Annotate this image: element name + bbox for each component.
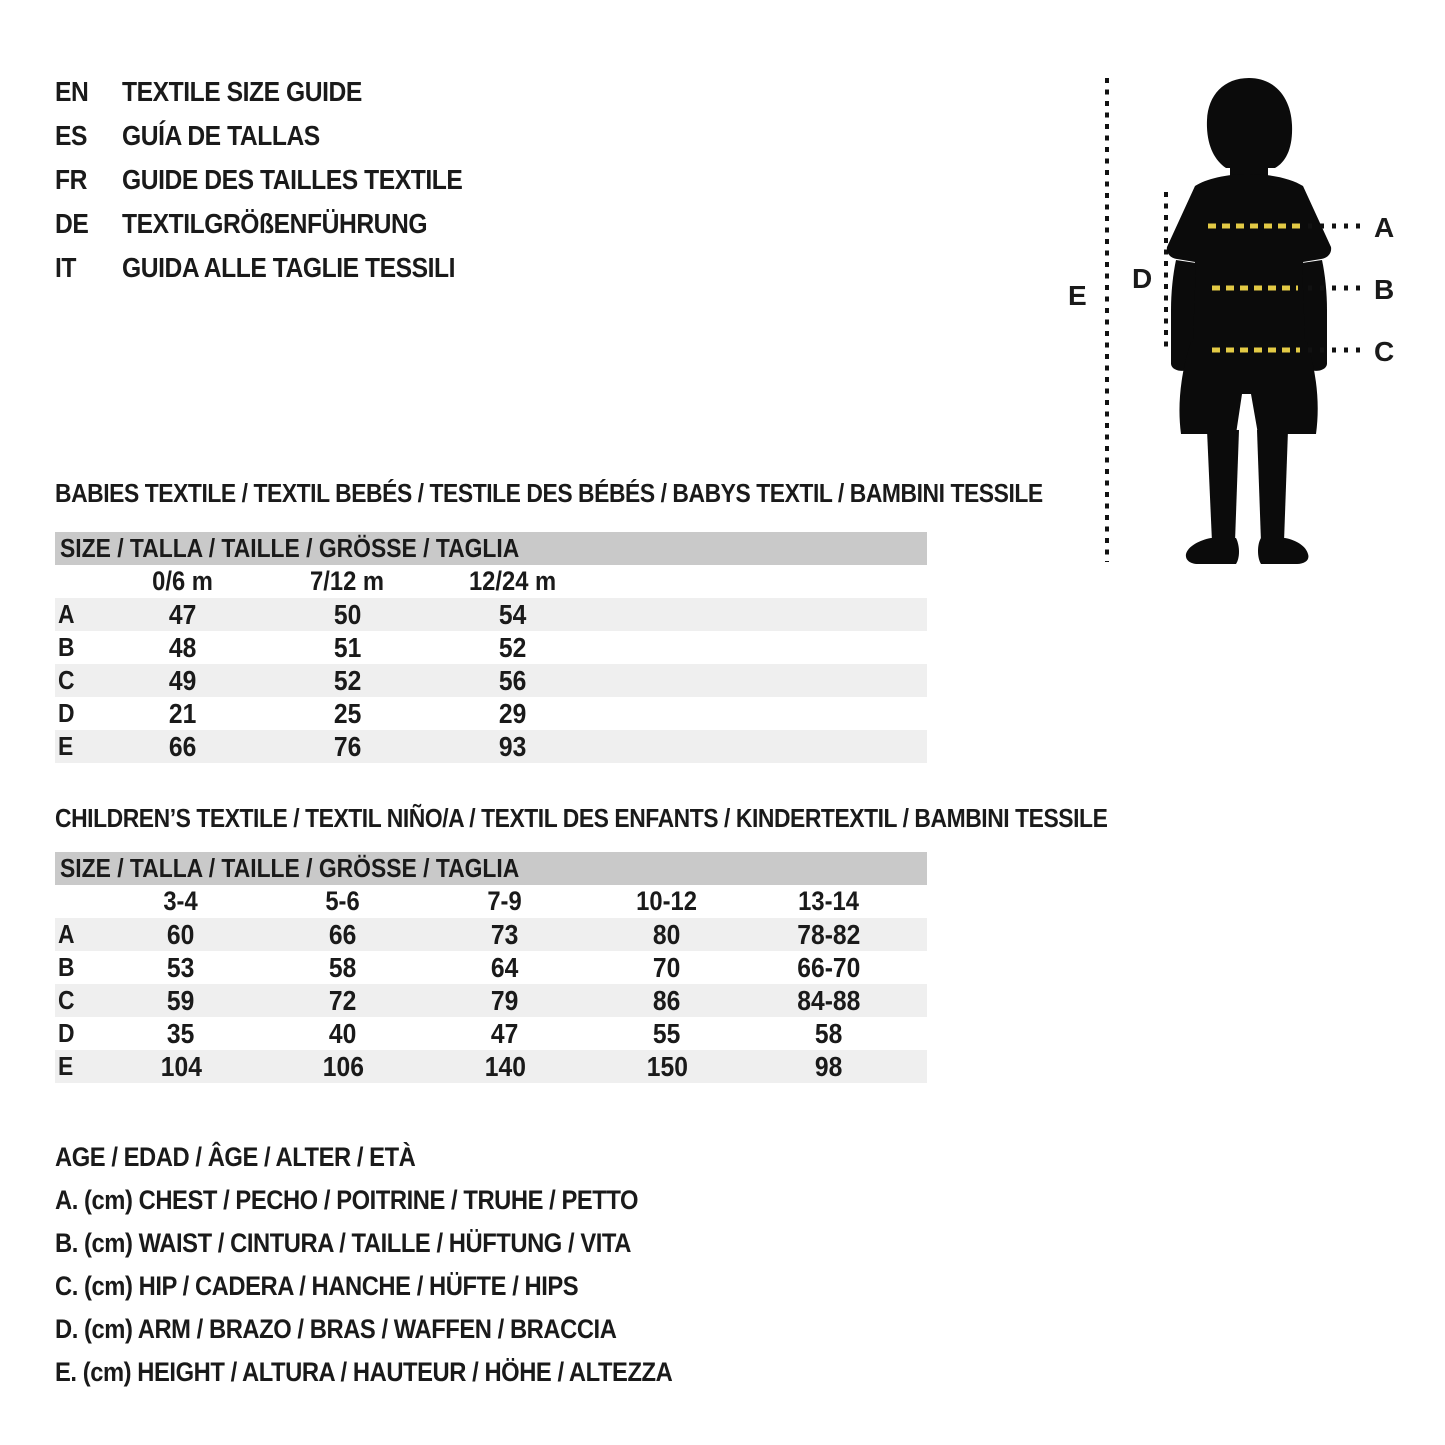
column-header: 7/12 m xyxy=(310,566,385,596)
table-cell: 40 xyxy=(329,1017,357,1049)
column-header: 5-6 xyxy=(325,886,361,916)
row-label: A xyxy=(58,919,75,949)
column-header: 12/24 m xyxy=(468,566,557,596)
figure-label-d: D xyxy=(1132,263,1153,294)
column-header: 7-9 xyxy=(487,886,523,916)
legend-line-age: AGE / EDAD / ÂGE / ALTER / ETÀ xyxy=(55,1142,416,1172)
table-row xyxy=(55,697,927,730)
row-label: A xyxy=(58,599,75,629)
lang-code: EN xyxy=(55,76,89,107)
table-cell: 29 xyxy=(498,697,527,729)
table-row xyxy=(55,730,927,763)
column-header: 13-14 xyxy=(798,886,860,916)
table-cell: 104 xyxy=(160,1050,202,1082)
lang-title: TEXTILE SIZE GUIDE xyxy=(122,76,362,107)
children-section-title: CHILDREN’S TEXTILE / TEXTIL NIÑO/A / TEXTIL DES ENFANTS / KINDERTEXTIL / BAMBINI TESSILE xyxy=(55,803,1108,833)
table-cell: 140 xyxy=(484,1050,526,1082)
table-cell: 55 xyxy=(653,1017,681,1049)
table-cell: 106 xyxy=(322,1050,364,1082)
lang-title: TEXTILGRÖßENFÜHRUNG xyxy=(122,208,428,239)
table-cell: 84-88 xyxy=(797,984,861,1016)
table-cell: 58 xyxy=(815,1017,843,1049)
row-label: D xyxy=(58,698,75,728)
table-cell: 79 xyxy=(491,984,519,1016)
table-cell: 56 xyxy=(498,664,527,696)
table-row xyxy=(55,631,927,664)
table-row xyxy=(55,918,927,951)
table-cell: 59 xyxy=(167,984,195,1016)
lang-code: DE xyxy=(55,208,89,239)
lang-title: GUIDE DES TAILLES TEXTILE xyxy=(122,164,463,195)
child-silhouette-icon xyxy=(1167,78,1331,564)
table-cell: 150 xyxy=(646,1050,688,1082)
table-row xyxy=(55,1017,927,1050)
lang-row-fr xyxy=(55,158,509,202)
table-cell: 72 xyxy=(329,984,357,1016)
column-header: 10-12 xyxy=(636,886,698,916)
column-header: 0/6 m xyxy=(152,566,213,596)
table-cell: 52 xyxy=(333,664,362,696)
children-size-header-bar: SIZE / TALLA / TAILLE / GRÖSSE / TAGLIA xyxy=(55,852,927,885)
figure-label-e: E xyxy=(1068,280,1087,311)
legend-line-waist: B. (cm) WAIST / CINTURA / TAILLE / HÜFTUNG / VITA xyxy=(55,1228,631,1258)
lang-row-en xyxy=(55,70,509,114)
legend-line-chest: A. (cm) CHEST / PECHO / POITRINE / TRUHE / PETTO xyxy=(55,1185,639,1215)
figure-label-a: A xyxy=(1374,212,1395,243)
lang-title: GUIDA ALLE TAGLIE TESSILI xyxy=(122,252,456,283)
table-cell: 98 xyxy=(815,1050,843,1082)
column-header: 3-4 xyxy=(163,886,199,916)
table-cell: 52 xyxy=(498,631,527,663)
table-cell: 21 xyxy=(168,697,197,729)
table-cell: 25 xyxy=(333,697,362,729)
table-cell: 78-82 xyxy=(797,918,861,950)
row-label: B xyxy=(58,632,75,662)
babies-size-header-bar: SIZE / TALLA / TAILLE / GRÖSSE / TAGLIA xyxy=(55,532,927,565)
figure-label-b: B xyxy=(1374,274,1395,305)
child-figure-diagram xyxy=(1040,50,1440,590)
figure-label-c: C xyxy=(1374,336,1395,367)
table-cell: 76 xyxy=(333,730,362,762)
children-size-table xyxy=(55,852,927,1083)
table-cell: 64 xyxy=(491,951,519,983)
table-row xyxy=(55,984,927,1017)
row-label: E xyxy=(58,1051,74,1081)
table-cell: 47 xyxy=(168,598,197,630)
table-cell: 93 xyxy=(498,730,527,762)
language-header xyxy=(55,70,509,290)
table-row xyxy=(55,664,927,697)
babies-column-header-row xyxy=(55,565,927,598)
lang-row-es xyxy=(55,114,509,158)
table-cell: 73 xyxy=(491,918,519,950)
lang-code: ES xyxy=(55,120,87,151)
table-cell: 51 xyxy=(333,631,362,663)
table-cell: 50 xyxy=(333,598,362,630)
table-cell: 60 xyxy=(167,918,195,950)
lang-code: FR xyxy=(55,164,87,195)
children-column-header-row xyxy=(55,885,927,918)
legend-line-arm: D. (cm) ARM / BRAZO / BRAS / WAFFEN / BRACCIA xyxy=(55,1314,617,1344)
table-cell: 53 xyxy=(167,951,195,983)
table-row xyxy=(55,951,927,984)
row-label: C xyxy=(58,985,75,1015)
table-cell: 80 xyxy=(653,918,681,950)
babies-section-title: BABIES TEXTILE / TEXTIL BEBÉS / TESTILE DES BÉBÉS / BABYS TEXTIL / BAMBINI TESSILE xyxy=(55,478,1043,508)
table-cell: 58 xyxy=(329,951,357,983)
measurement-legend xyxy=(55,1136,756,1394)
table-cell: 66 xyxy=(168,730,197,762)
table-cell: 54 xyxy=(498,598,527,630)
lang-row-it xyxy=(55,246,509,290)
table-cell: 66-70 xyxy=(797,951,861,983)
table-cell: 66 xyxy=(329,918,357,950)
row-label: D xyxy=(58,1018,75,1048)
table-row xyxy=(55,598,927,631)
row-label: B xyxy=(58,952,75,982)
lang-row-de xyxy=(55,202,509,246)
table-cell: 49 xyxy=(168,664,197,696)
lang-title: GUÍA DE TALLAS xyxy=(122,120,320,151)
row-label: E xyxy=(58,731,74,761)
table-cell: 48 xyxy=(168,631,197,663)
lang-code: IT xyxy=(55,252,77,283)
table-cell: 35 xyxy=(167,1017,195,1049)
table-row xyxy=(55,1050,927,1083)
table-cell: 70 xyxy=(653,951,681,983)
legend-line-hip: C. (cm) HIP / CADERA / HANCHE / HÜFTE / HIPS xyxy=(55,1271,579,1301)
legend-line-height: E. (cm) HEIGHT / ALTURA / HAUTEUR / HÖHE / ALTEZZA xyxy=(55,1357,673,1387)
babies-size-table xyxy=(55,532,927,763)
table-cell: 86 xyxy=(653,984,681,1016)
row-label: C xyxy=(58,665,75,695)
table-cell: 47 xyxy=(491,1017,519,1049)
